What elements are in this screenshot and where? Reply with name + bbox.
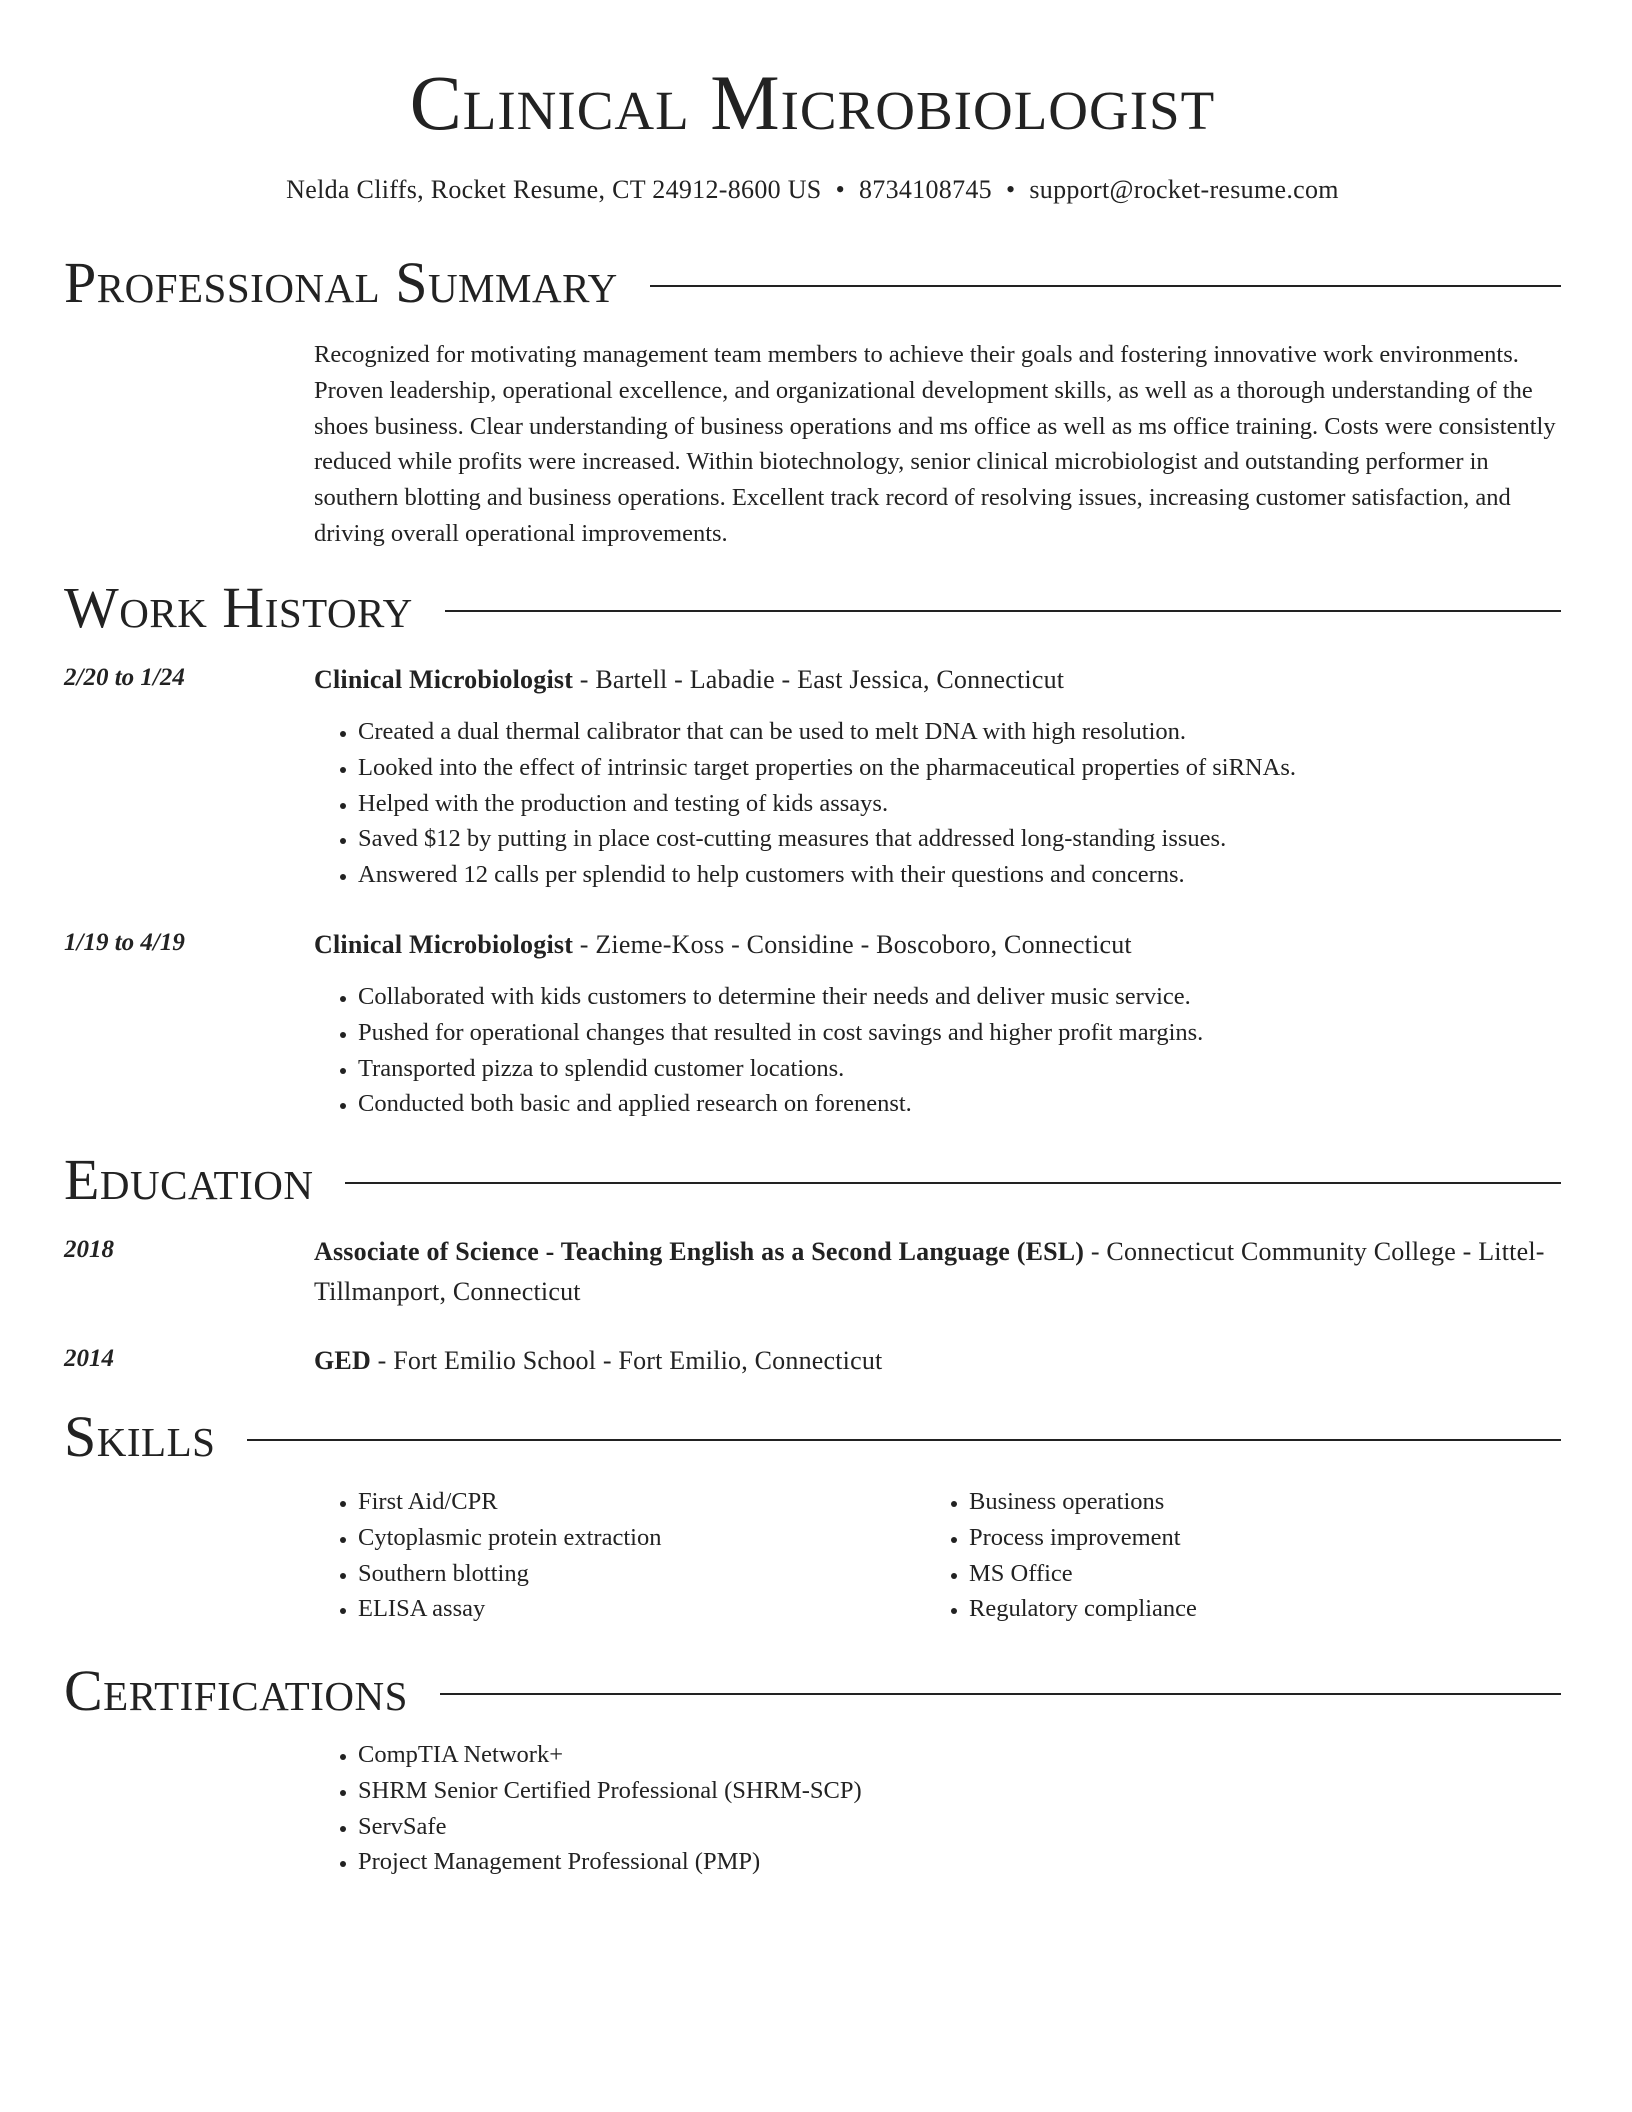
section-title-certifications: Certifications <box>64 1658 408 1723</box>
section-divider <box>650 285 1561 287</box>
list-item: • Saved $12 by putting in place cost-cutting measures that addressed long-standing issues. <box>358 821 1296 857</box>
contact-phone[interactable]: 8734108745 <box>858 175 992 204</box>
skill-item: • Business operations <box>969 1484 1197 1520</box>
job-bullets <box>314 979 1203 1122</box>
certification-item: • ServSafe <box>358 1809 862 1845</box>
contact-email[interactable]: support@rocket-resume.com <box>1029 175 1339 204</box>
job-heading <box>314 660 1561 700</box>
list-item: • Transported pizza to splendid customer locations. <box>358 1051 1203 1087</box>
job-dates: 2/20 to 1/24 <box>64 664 185 691</box>
list-item: • Pushed for operational changes that resulted in cost savings and higher profit margins. <box>358 1015 1203 1051</box>
list-item: • Helped with the production and testing of kids assays. <box>358 786 1296 822</box>
section-header-skills <box>64 1405 1561 1469</box>
job-title: Clinical Microbiologist <box>314 930 574 959</box>
section-header-education <box>64 1148 1561 1212</box>
section-header-work-history <box>64 576 1561 640</box>
section-title-education: Education <box>64 1147 314 1212</box>
education-degree: Associate of Science - Teaching English as a Second Language (ESL) <box>314 1237 1085 1266</box>
skills-list-left <box>314 1484 661 1627</box>
contact-address: Nelda Cliffs, Rocket Resume, CT 24912-8600 US <box>286 175 822 204</box>
list-item: • Collaborated with kids customers to determine their needs and deliver music service. <box>358 979 1203 1015</box>
list-item: • Created a dual thermal calibrator that can be used to melt DNA with high resolution. <box>358 714 1296 750</box>
contact-separator: • <box>835 175 845 204</box>
skill-item: • Process improvement <box>969 1520 1197 1556</box>
job-heading <box>314 925 1561 965</box>
education-details: - Connecticut Community College - Littel-Tillmanport, Connecticut <box>314 1237 1545 1306</box>
certification-item: • CompTIA Network+ <box>358 1737 862 1773</box>
education-degree: GED <box>314 1346 371 1375</box>
list-item: • Conducted both basic and applied research on forenenst. <box>358 1086 1203 1122</box>
section-divider <box>345 1182 1561 1184</box>
section-header-summary <box>64 251 1561 315</box>
section-title-skills: Skills <box>64 1404 216 1469</box>
skills-list-right <box>925 1484 1197 1627</box>
skill-item: • First Aid/CPR <box>358 1484 661 1520</box>
skill-item: • Cytoplasmic protein extraction <box>358 1520 661 1556</box>
education-heading <box>314 1232 1561 1312</box>
certification-item: • Project Management Professional (PMP) <box>358 1844 862 1880</box>
section-title-summary: Professional Summary <box>64 250 618 315</box>
section-title-work-history: Work History <box>64 575 413 640</box>
job-bullets <box>314 714 1296 893</box>
job-title: Clinical Microbiologist <box>314 665 574 694</box>
skill-item: • ELISA assay <box>358 1591 661 1627</box>
job-dates: 1/19 to 4/19 <box>64 929 185 956</box>
education-year: 2014 <box>64 1345 114 1372</box>
education-year: 2018 <box>64 1236 114 1263</box>
skill-item: • Regulatory compliance <box>969 1591 1197 1627</box>
list-item: • Looked into the effect of intrinsic target properties on the pharmaceutical properties of siRNAs. <box>358 750 1296 786</box>
resume-title: Clinical Microbiologist <box>409 59 1216 146</box>
certifications-list <box>314 1737 862 1880</box>
skill-item: • MS Office <box>969 1556 1197 1592</box>
contact-separator: • <box>1005 175 1016 204</box>
skill-item: • Southern blotting <box>358 1556 661 1592</box>
certification-item: • SHRM Senior Certified Professional (SHRM-SCP) <box>358 1773 862 1809</box>
contact-line <box>64 172 1561 208</box>
list-item: • Answered 12 calls per splendid to help customers with their questions and concerns. <box>358 857 1296 893</box>
job-details: - Bartell - Labadie - East Jessica, Connecticut <box>573 665 1065 694</box>
section-divider <box>445 610 1561 612</box>
education-heading <box>314 1341 1561 1381</box>
section-header-certifications <box>64 1659 1561 1723</box>
section-divider <box>440 1693 1561 1695</box>
summary-text: Recognized for motivating management team members to achieve their goals and fostering innovative work environments. Proven leadership, operational excellence, and organizational development skills, as well as a thorough understanding of the shoes business. Clear understanding of business operations and ms office as well as ms office training. Costs were consistently reduced while profits were increased. Within biotechnology, senior clinical microbiologist and outstanding performer in southern blotting and business operations. Excellent track record of resolving issues, increasing customer satisfaction, and driving overall operational improvements. <box>314 341 1556 547</box>
job-details: - Zieme-Koss - Considine - Boscoboro, Connecticut <box>573 930 1132 959</box>
section-divider <box>247 1439 1561 1441</box>
education-details: - Fort Emilio School - Fort Emilio, Connecticut <box>370 1346 883 1375</box>
